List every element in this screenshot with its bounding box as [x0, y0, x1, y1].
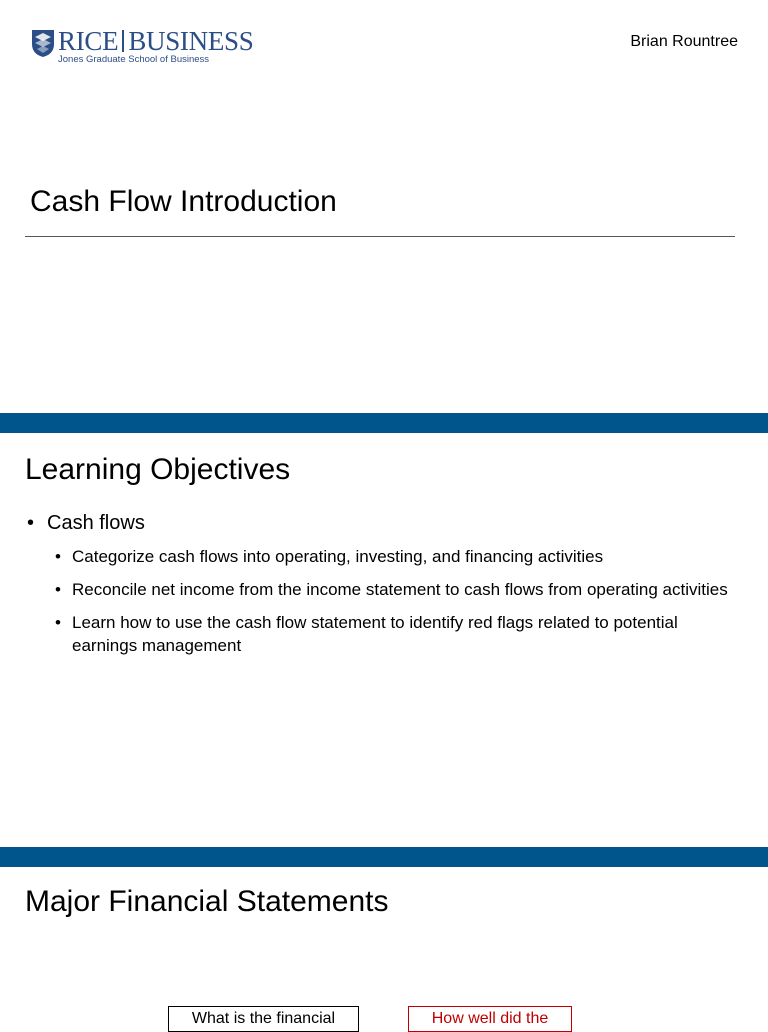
sub-bullet-item — [55, 545, 745, 568]
slide-separator-bar — [0, 413, 768, 433]
slide-2-title: Learning Objectives — [25, 453, 291, 486]
rice-owl-shield-icon — [30, 28, 56, 58]
bullet-icon: • — [55, 547, 61, 566]
presenter-name: Brian Rountree — [630, 33, 738, 50]
question-box-right: How well did the — [408, 1006, 572, 1032]
sub-bullet-text: Learn how to use the cash flow statement to identify red flags related to potential earnings management — [72, 613, 678, 655]
bullet-level-1 — [27, 511, 145, 535]
title-divider — [25, 236, 735, 237]
slide-3-title: Major Financial Statements — [25, 885, 389, 918]
bullet-text: Cash flows — [47, 512, 145, 534]
question-box-left: What is the financial — [168, 1006, 359, 1032]
sub-bullet-item — [55, 578, 745, 601]
logo-wordmark-business: BUSINESS — [128, 26, 254, 56]
logo-wordmark-rice: RICE — [58, 26, 119, 56]
sub-bullet-list — [55, 545, 745, 667]
logo-separator — [122, 30, 124, 52]
sub-bullet-text: Categorize cash flows into operating, investing, and financing activities — [72, 547, 604, 566]
logo-subtitle: Jones Graduate School of Business — [58, 54, 210, 65]
rice-business-logo — [30, 26, 254, 66]
bullet-icon: • — [27, 512, 35, 534]
slide-separator-bar — [0, 847, 768, 867]
slide-1-title: Cash Flow Introduction — [30, 185, 337, 218]
bullet-icon: • — [55, 613, 61, 632]
bullet-icon: • — [55, 580, 61, 599]
sub-bullet-text: Reconcile net income from the income statement to cash flows from operating activities — [72, 580, 728, 599]
logo-wordmark — [58, 26, 253, 56]
sub-bullet-item — [55, 611, 745, 657]
